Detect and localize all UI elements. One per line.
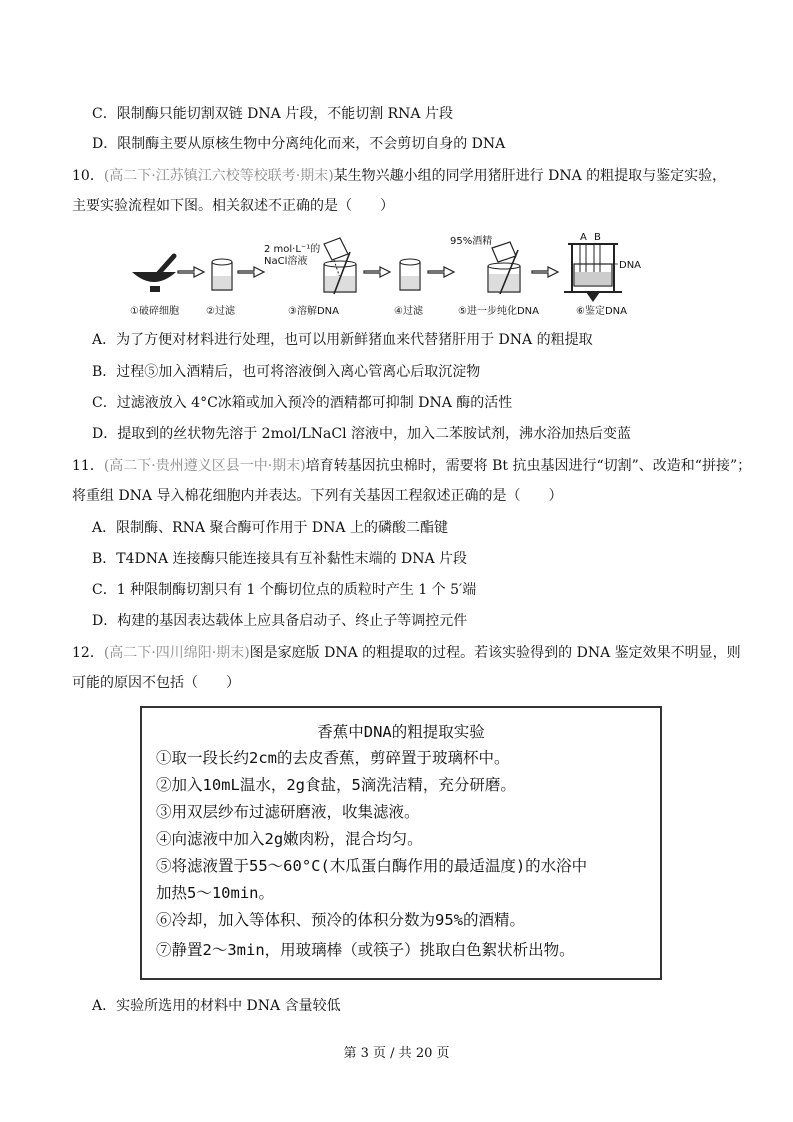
q10-option-a: A．为了方便对材料进行处理，也可以用新鲜猪血来代替猪肝用于 DNA 的粗提取 [92,332,593,348]
arrow-icon [178,267,204,277]
arrow-icon [428,267,454,277]
beaker-with-rod-icon [488,250,520,294]
tube-label-b: B [594,232,601,243]
procedure-step-2: ②加入10mL温水，2g食盐，5滴洗洁精，充分研磨。 [156,776,516,794]
arrow-icon [532,267,558,277]
procedure-step-3: ③用双层纱布过滤研磨液，收集滤液。 [156,803,420,821]
q10-stem-text: 某生物兴趣小组的同学用猪肝进行 DNA 的粗提取与鉴定实验， [333,168,727,184]
q11-option-a: A．限制酶、RNA 聚合酶可作用于 DNA 上的磷酸二酯键 [92,520,448,536]
step-4-caption: ④过滤 [394,306,423,317]
q10-option-c: C．过滤液放入 4°C冰箱或加入预冷的酒精都可抑制 DNA 酶的活性 [92,395,513,411]
q11-stem-text: 培育转基因抗虫棉时，需要将 Bt 抗虫基因进行“切割”、改造和“拼接”； [305,458,752,474]
step-3-caption: ③溶解DNA [288,306,339,317]
arrow-icon [364,267,390,277]
q10-source: (高二下·江苏镇江六校等校联考·期末) [103,168,334,184]
page-footer: 第 3 页 / 共 20 页 [343,1046,450,1061]
step-5-caption: ⑤进一步纯化DNA [458,306,539,317]
q11-option-b: B．T4DNA 连接酶只能连接具有互补黏性末端的 DNA 片段 [92,551,468,567]
q10-option-b: B．过程⑤加入酒精后，也可将溶液倒入离心管离心后取沉淀物 [92,364,481,380]
q12-stem-text: 图是家庭版 DNA 的粗提取的过程。若该实验得到的 DNA 鉴定效果不明显，则 [249,645,741,661]
procedure-title: 香蕉中DNA的粗提取实验 [317,723,485,741]
pouring-beaker-icon [324,238,348,278]
water-bath-heating-icon [564,244,622,302]
mortar-pestle-icon [132,256,176,292]
q9-option-d: D．限制酶主要从原核生物中分离纯化而来，不会剪切自身的 DNA [92,136,506,152]
pouring-beaker-icon [492,242,516,262]
dna-extraction-flow-diagram [128,230,668,320]
reagent-1-line1: 2 mol·L⁻¹的 [264,244,321,255]
q11-stem-line-1 [72,456,751,476]
q12-stem-line-1 [72,643,741,663]
reagent-1-line2: NaCl溶液 [264,256,308,267]
procedure-step-1: ①取一段长约2cm的去皮香蕉，剪碎置于玻璃杯中。 [156,749,510,767]
q10-option-d: D．提取到的丝状物先溶于 2mol/LNaCl 溶液中，加入二苯胺试剂，沸水浴加热后变蓝 [92,426,632,442]
procedure-step-6: ⑥冷却，加入等体积、预冷的体积分数为95%的酒精。 [156,911,525,929]
step-1-caption: ①破碎细胞 [130,306,179,317]
q11-source: (高二下·贵州遵义区县一中·期末) [103,458,306,474]
q12-number: 12． [72,645,104,661]
beaker-icon [400,259,420,290]
q12-stem-line-2: 可能的原因不包括（ ） [72,675,240,691]
procedure-step-7: ⑦静置2～3min，用玻璃棒（或筷子）挑取白色絮状析出物。 [156,941,575,959]
dna-label: DNA [619,260,642,271]
arrow-icon [238,267,264,277]
procedure-step-5: ⑤将滤液置于55～60°C(木瓜蛋白酶作用的最适温度)的水浴中 [156,857,588,875]
beaker-icon [212,259,232,290]
reagent-2-label: 95%酒精 [450,236,493,247]
procedure-step-4: ④向滤液中加入2g嫩肉粉，混合均匀。 [156,830,423,848]
q11-number: 11． [72,458,104,474]
q11-option-c: C．1 种限制酶切割只有 1 个酶切位点的质粒时产生 1 个 5′端 [92,582,477,598]
step-6-caption: ⑥鉴定DNA [576,306,627,317]
q10-stem-line-2: 主要实验流程如下图。相关叙述不正确的是（ ） [72,198,394,214]
q10-number: 10． [72,168,104,184]
q9-option-c: C．限制酶只能切割双链 DNA 片段，不能切割 RNA 片段 [92,106,453,122]
q12-option-a: A．实验所选用的材料中 DNA 含量较低 [92,998,341,1014]
tube-label-a: A [580,232,587,243]
q11-option-d: D．构建的基因表达载体上应具备启动子、终止子等调控元件 [92,613,468,629]
procedure-step-5-cont: 加热5～10min。 [156,884,274,902]
q12-source: (高二下·四川绵阳·期末) [103,645,250,661]
q10-stem-line-1 [72,166,726,186]
beaker-with-rod-icon [324,252,356,294]
q11-stem-line-2: 将重组 DNA 导入棉花细胞内并表达。下列有关基因工程叙述正确的是（ ） [72,488,563,504]
banana-dna-procedure-box [140,706,662,980]
step-2-caption: ②过滤 [206,306,235,317]
